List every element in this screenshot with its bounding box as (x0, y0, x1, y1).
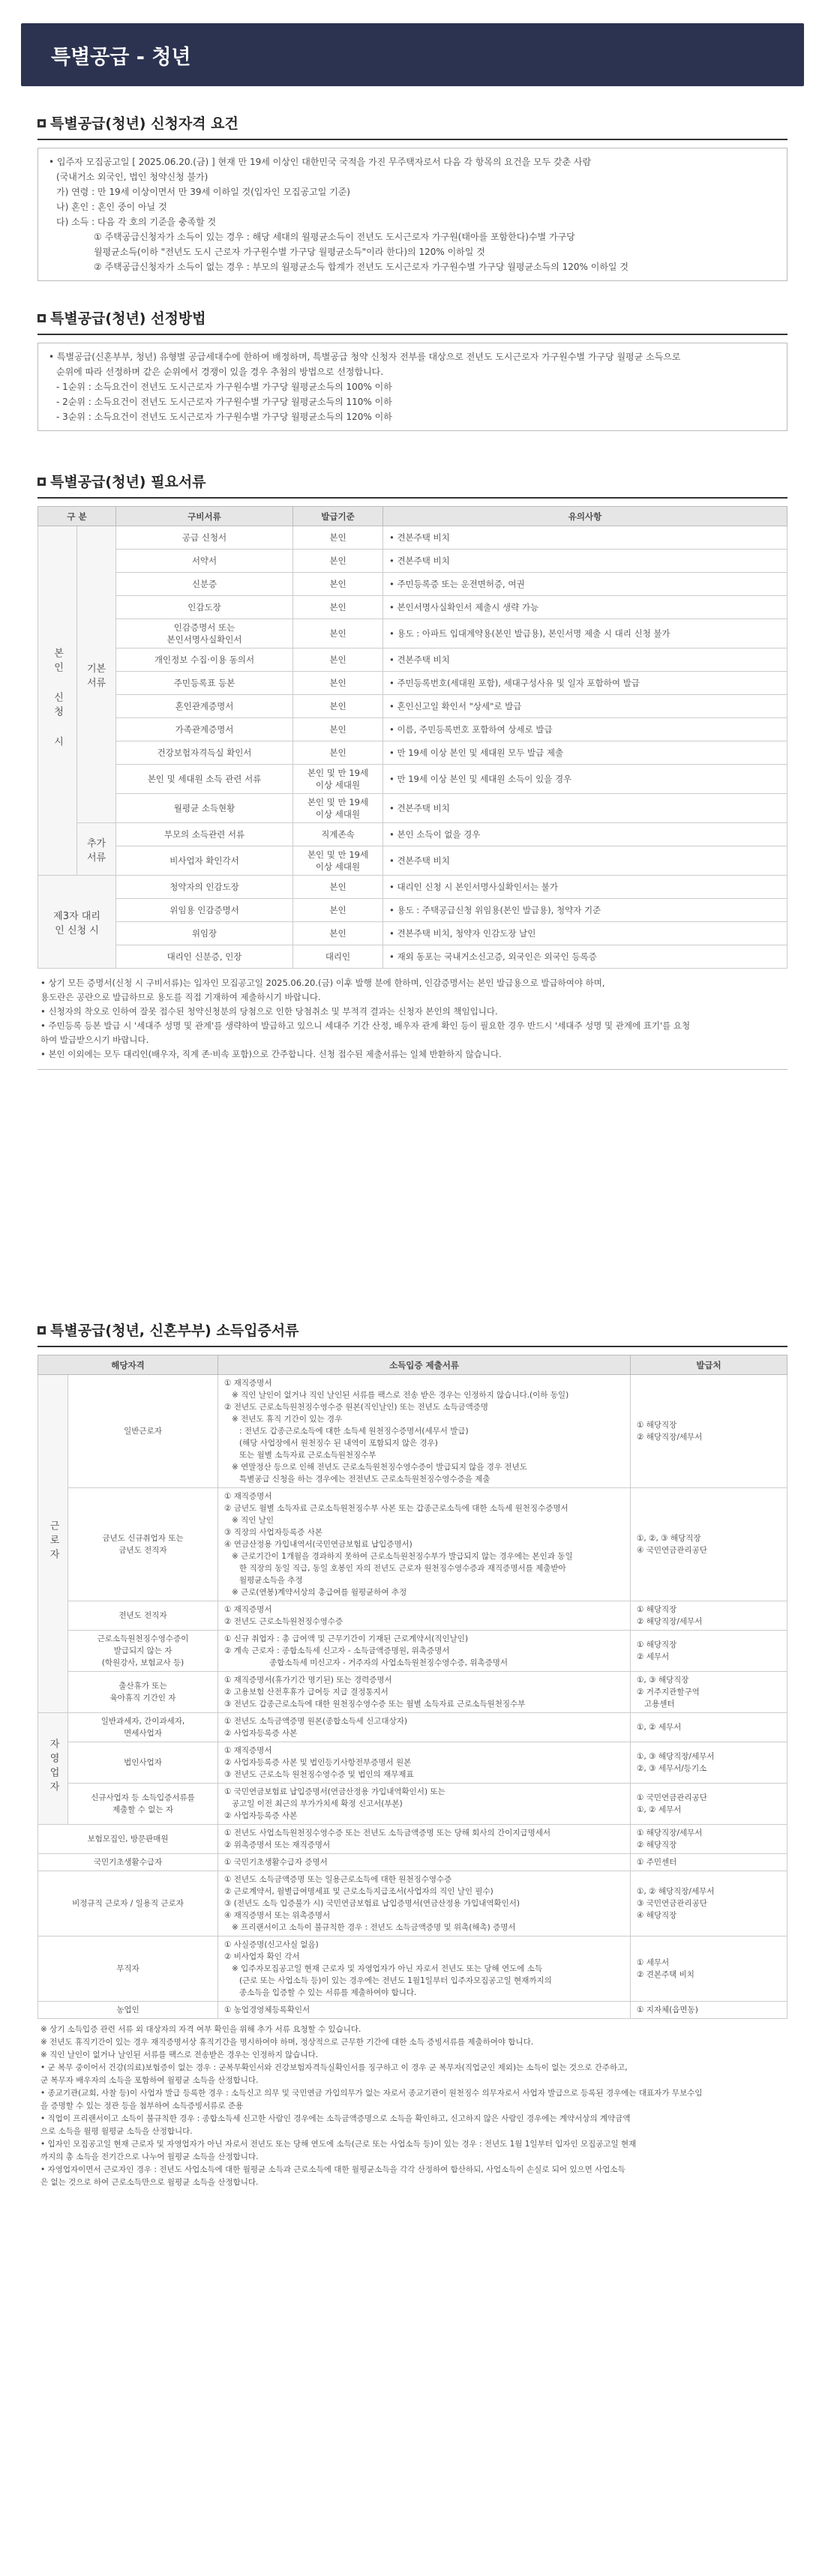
qualification-name: 전년도 전직자 (68, 1601, 218, 1631)
doc-line: ① 전년도 소득금액증명 원본(종합소득세 신고대상자) (224, 1717, 407, 1726)
column-header: 구 분 (38, 507, 116, 526)
issuer-line: ①, ② 세무서 (637, 1723, 682, 1732)
doc-line: ③ 전년도 갑종근로소득에 대한 원천징수영수증 또는 월별 소득자료 근로소득원천징수부 (224, 1700, 526, 1709)
doc-name: 서약서 (116, 550, 293, 573)
doc-note: • 본인서명사실확인서 제출시 생략 가능 (383, 596, 788, 619)
proof-docs (218, 1825, 631, 1854)
doc-name: 가족관계증명서 (116, 718, 293, 741)
text-line: 월평균소득(이하 "전년도 도시 근로자 가구원수별 가구당 월평균소득"이라 한다)의 120% 이하일 것 (94, 247, 485, 257)
note-line: • 입자인 모집공고일 현재 근로자 및 자영업자가 아닌 자로서 전년도 또는 당해 연도에 소득(근로 또는 사업소득 등)이 있는 경우 : 전년도 1월 1일부터 입자인 모집공고일 현재 (40, 2140, 637, 2149)
doc-note: • 주민등록증 또는 운전면허증, 여권 (383, 573, 788, 596)
qualification-name: 일반근로자 (68, 1375, 218, 1488)
issue-basis: 본인 (293, 619, 383, 648)
table-row (38, 1713, 788, 1742)
issuer-line: ① 해당직장/세무서 (637, 1829, 703, 1838)
doc-note: • 재외 동포는 국내거소신고증, 외국인은 외국인 등록증 (383, 945, 788, 969)
doc-line: 또는 월별 소득자료 근로소득원천징수부 (224, 1451, 376, 1460)
doc-name: 위임용 인감증명서 (116, 899, 293, 922)
doc-line: ④ 재직증명서 또는 위촉증명서 (224, 1911, 331, 1920)
group-worker (38, 1375, 68, 1713)
table-row (38, 922, 788, 945)
group-main (38, 526, 77, 876)
table-row (38, 945, 788, 969)
qualification-name: 근로소득원천징수영수증이 발급되지 않는 자 (학원강사, 보험교사 등) (68, 1631, 218, 1672)
text-line: 순위에 따라 선정하며 같은 순위에서 경쟁이 있을 경우 추첨의 방법으로 선정합니다. (56, 367, 384, 377)
issuer (631, 1488, 788, 1601)
issuer-line: ①, ③ 해당직장 (637, 1676, 689, 1685)
doc-line: ※ 직인 날인 (224, 1516, 274, 1525)
issuer-line: 고용센터 (637, 1700, 675, 1709)
issue-basis: 본인 (293, 899, 383, 922)
doc-line: ※ 입주자모집공고일 현재 근로자 및 자영업자가 아닌 자로서 전년도 또는 당해 연도에 소득 (224, 1964, 543, 1973)
column-header: 구비서류 (116, 507, 293, 526)
doc-note: • 대리인 신청 시 본인서명사실확인서는 불가 (383, 876, 788, 899)
proof-docs (218, 1784, 631, 1825)
doc-line: ① 재직증명서 (224, 1492, 272, 1501)
doc-name: 대리인 신분증, 인장 (116, 945, 293, 969)
note-line: • 신청자의 착오로 인하여 잘못 접수된 청약신청분의 당첨으로 인한 당첨취소 및 부적격 결과는 신청자 본인의 책임입니다. (40, 1006, 498, 1017)
text-line: - 1순위 : 소득요건이 전년도 도시근로자 가구원수별 가구당 월평균소득의 100% 이하 (56, 382, 392, 392)
text-line: 나) 혼인 : 혼인 중이 아닐 것 (56, 202, 167, 212)
doc-line: ① 전년도 소득금액증명 또는 일용근로소득에 대한 원천징수영수증 (224, 1875, 452, 1884)
doc-line: ② 계속 근로자 : 종합소득세 신고자 - 소득금액증명원, 위촉증명서 (224, 1646, 450, 1655)
issuer (631, 1854, 788, 1871)
doc-line: ③ 직장의 사업자등록증 사본 (224, 1528, 322, 1537)
doc-note: • 견본주택 비치 (383, 526, 788, 550)
doc-line: : 전년도 갑종근로소득에 대한 소득세 원천징수증명서(세무서 발급) (224, 1427, 469, 1436)
group-main-label: 본인 신청 시 (52, 648, 63, 750)
issue-basis: 본인 (293, 526, 383, 550)
doc-line: ② 전년도 근로소득원천징수영수증 (224, 1617, 344, 1626)
group-extra-label: 추가 서류 (86, 837, 106, 864)
note-line: 은 없는 것으로 하여 근로소득만으로 월평균 소득을 산정합니다. (40, 2178, 259, 2187)
issue-basis: 본인 및 만 19세 이상 세대원 (293, 846, 383, 876)
issuer-line: ① 해당직장 (637, 1640, 677, 1649)
issuer-line: ① 국민연금관리공단 (637, 1793, 707, 1802)
doc-name: 본인 및 세대원 소득 관련 서류 (116, 765, 293, 794)
proof-docs (218, 1631, 631, 1672)
proof-docs (218, 1742, 631, 1784)
qualification-name: 농업인 (38, 2002, 218, 2019)
issue-basis: 본인 (293, 922, 383, 945)
table-row (38, 1375, 788, 1488)
note-line: • 군 복무 중이어서 건강(의료)보험증이 없는 경우 : 군복무확인서와 건강보험자격득실확인서를 징구하고 이 경우 군 복무자(직업군인 제외)는 소득이 없는 것으로 간주하고, (40, 2063, 628, 2072)
square-bullet-icon (38, 314, 46, 322)
note-line: • 주민등록 등본 발급 시 '세대주 성명 및 관계'를 생략하여 발급하고 있으니 세대주 기간 산정, 배우자 관계 확인 등이 필요한 경우 반드시 '세대주 성명 및 관계에 표기'를 요청 (40, 1020, 691, 1031)
doc-name: 혼인관계증명서 (116, 695, 293, 718)
column-header: 발급처 (631, 1355, 788, 1375)
note-line: 하여 발급받으시기 바랍니다. (40, 1035, 149, 1045)
issuer-line: ① 세무서 (637, 1958, 670, 1967)
doc-name: 개인정보 수집·이용 동의서 (116, 648, 293, 672)
issuer-line: ② 해당직장 (637, 1841, 677, 1850)
income-proof-table (38, 1355, 788, 2019)
doc-name: 주민등록표 등본 (116, 672, 293, 695)
issuer (631, 1742, 788, 1784)
proof-docs (218, 1936, 631, 2002)
note-line: • 자영업자이면서 근로자인 경우 : 전년도 사업소득에 대한 월평균 소득과 근로소득에 대한 월평균소득을 각각 산정하여 합산하되, 사업소득이 손실로 되어 있으면 사업소득 (40, 2165, 626, 2174)
proof-docs (218, 1601, 631, 1631)
doc-line: ② 위촉증명서 또는 재직증명서 (224, 1841, 331, 1850)
table-row (38, 1742, 788, 1784)
issuer-line: ①, ② 세무서 (637, 1805, 682, 1814)
square-bullet-icon (38, 1326, 46, 1334)
doc-line: ② 고용보험 산전후휴가 급여등 지급 결정통지서 (224, 1688, 388, 1697)
selection-box (38, 343, 788, 431)
doc-note: • 용도 : 아파트 입대계약용(본인 발급용), 본인서명 제출 시 대리 신청 불가 (383, 619, 788, 648)
issue-basis: 본인 (293, 876, 383, 899)
doc-line: ① 재직증명서 (224, 1605, 272, 1614)
table-row (38, 765, 788, 794)
table-row (38, 1631, 788, 1672)
proof-docs (218, 1871, 631, 1936)
section-income-proof (38, 1319, 788, 2194)
issuer (631, 1871, 788, 1936)
table-row (38, 1854, 788, 1871)
note-line: 까지의 총 소득을 전기간으로 나누어 월평균 소득을 산정합니다. (40, 2152, 259, 2161)
doc-line: ② 비사업자 확인 각서 (224, 1952, 300, 1961)
doc-name: 비사업자 확인각서 (116, 846, 293, 876)
issuer (631, 1784, 788, 1825)
table-row (38, 1825, 788, 1854)
note-line: 으로 소득을 월평 월평균 소득을 산정합니다. (40, 2127, 193, 2136)
issuer-line: ① 해당직장 (637, 1605, 677, 1614)
proof-docs (218, 1854, 631, 1871)
qualification-name: 출산휴가 또는 육아휴직 기간인 자 (68, 1672, 218, 1713)
doc-note: • 견본주택 비치 (383, 550, 788, 573)
doc-line: ※ 직인 날인이 없거나 직인 날인된 서류를 팩스로 전송 받은 경우는 인정하지 않습니다.(이하 동일) (224, 1391, 569, 1400)
issue-basis: 본인 (293, 695, 383, 718)
note-line: 군 복무자 배우자의 소득을 포함하여 월평균 소득을 산정합니다. (40, 2076, 259, 2085)
doc-name: 인감증명서 또는 본인서명사실확인서 (116, 619, 293, 648)
issuer-line: ① 주민센터 (637, 1858, 677, 1867)
proof-docs (218, 1488, 631, 1601)
doc-line: ① 신규 취업자 : 총 급여액 및 근무기간이 기재된 근로계약서(직인날인) (224, 1634, 469, 1643)
doc-note: • 용도 : 주택공급신청 위임용(본인 발급용), 청약자 기준 (383, 899, 788, 922)
qualification-name: 무직자 (38, 1936, 218, 2002)
table-row (38, 794, 788, 823)
doc-line: ① 재직증명서(휴가기간 명기된) 또는 경력증명서 (224, 1676, 392, 1685)
issuer-line: ① 해당직장 (637, 1421, 677, 1430)
note-line: • 상기 모든 증명서(신청 시 구비서류)는 입자인 모집공고일 2025.06.20.(금) 이후 발행 분에 한하며, 인감증명서는 본인 발급용으로 발급하여야 하며, (40, 978, 605, 988)
group-extra (77, 823, 116, 876)
section-heading: 특별공급(청년) 선정방법 (50, 310, 206, 327)
text-line: (국내거소 외국인, 법인 청약신청 불가) (56, 172, 208, 182)
doc-note: • 이름, 주민등록번호 포함하여 상세로 발급 (383, 718, 788, 741)
table-row (38, 899, 788, 922)
doc-name: 위임장 (116, 922, 293, 945)
doc-line: ※ 근로기간이 1개월을 경과하지 못하여 근로소득원천징수부가 발급되지 않는 경우에는 본인과 동일 (224, 1552, 573, 1561)
documents-notes (38, 969, 788, 1070)
issuer (631, 1672, 788, 1713)
issuer (631, 1375, 788, 1488)
doc-line: ① 국민연금보험료 납입증명서(연금산정용 가입내역확인서) 또는 (224, 1787, 446, 1796)
text-line: • 특별공급(신혼부부, 청년) 유형별 공급세대수에 한하여 배정하며, 특별공급 청약 신청자 전부를 대상으로 전년도 도시근로자 가구원수별 가구당 월평균 소득으로 (49, 352, 681, 362)
issuer-line: ①, ② 해당직장/세무서 (637, 1887, 715, 1896)
issuer-line: ④ 국민연금관리공단 (637, 1546, 707, 1555)
note-line: ※ 전년도 휴직기간이 있는 경우 재직증명서상 휴직기간을 명시하여야 하며, 정상적으로 근무한 기간에 대한 소득 증빙서류를 제출하여야 합니다. (40, 2038, 534, 2047)
doc-line: ① 국민기초생활수급자 증명서 (224, 1858, 328, 1867)
table-row (38, 2002, 788, 2019)
doc-note: • 견본주택 비치, 청약자 인감도장 날인 (383, 922, 788, 945)
issue-basis: 직계존속 (293, 823, 383, 846)
doc-note: • 견본주택 비치 (383, 846, 788, 876)
doc-line: ③ 전년도 근로소득 원천징수영수증 및 법인의 재무제표 (224, 1770, 414, 1779)
issuer-line: ① 지자체(읍면동) (637, 2005, 698, 2014)
column-header: 발급기준 (293, 507, 383, 526)
doc-name: 공급 신청서 (116, 526, 293, 550)
note-line: • 직업이 프리랜서이고 소득이 불규칙한 경우 : 종합소득세 신고한 사람인 경우에는 소득금액증명으로 소득을 확인하고, 신고하지 않은 사람인 경우에는 계약서상의 계약금액 (40, 2114, 631, 2123)
doc-line: ① 재직증명서 (224, 1746, 272, 1755)
issuer-line: ② 견본주택 비치 (637, 1970, 694, 1979)
table-row (38, 596, 788, 619)
column-header: 해당자격 (38, 1355, 218, 1375)
note-line: 을 증명할 수 있는 정관 등을 첨부하여 소득증빙서류로 준용 (40, 2101, 244, 2110)
doc-line: 종소득을 입증할 수 있는 서류를 제출하여야 합니다. (224, 1988, 417, 1997)
table-row (38, 573, 788, 596)
table-row (38, 876, 788, 899)
table-row (38, 846, 788, 876)
table-row (38, 823, 788, 846)
issuer (631, 1631, 788, 1672)
issue-basis: 본인 (293, 573, 383, 596)
note-line: • 본인 이외에는 모두 대리인(배우자, 직계 존·비속 포함)으로 간주합니다. 신청 접수된 제출서류는 일체 반환하지 않습니다. (40, 1049, 502, 1059)
section-eligibility (38, 112, 788, 281)
issuer-line: ② 해당직장/세무서 (637, 1433, 703, 1442)
doc-line: ② 사업자등록증 사본 및 법인등기사항전부증명서 원본 (224, 1758, 412, 1767)
issuer-line: ② 해당직장/세무서 (637, 1617, 703, 1626)
doc-line: ※ 연말정산 등으로 인해 전년도 근로소득원천징수영수증이 발급되지 않을 경우 전년도 (224, 1463, 527, 1472)
page-title: 특별공급 - 청년 (21, 23, 804, 86)
qualification-name: 법인사업자 (68, 1742, 218, 1784)
issue-basis: 본인 (293, 550, 383, 573)
doc-line: 월평균소득을 추정 (224, 1576, 303, 1585)
square-bullet-icon (38, 478, 46, 486)
note-line: 용도란은 공란으로 발급하므로 용도를 직접 기재하여 제출하시기 바랍니다. (40, 992, 321, 1002)
issue-basis: 본인 (293, 672, 383, 695)
text-line: • 입주자 모집공고일 [ 2025.06.20.(금) ] 현재 만 19세 이상인 대한민국 국적을 가진 무주택자로서 다음 각 항목의 요건을 모두 갖춘 사람 (49, 157, 592, 167)
doc-name: 부모의 소득관련 서류 (116, 823, 293, 846)
table-row (38, 648, 788, 672)
doc-line: ② 금년도 월별 소득자료 근로소득원천징수부 사본 또는 갑종근로소득에 대한 소득세 원천징수증명서 (224, 1504, 568, 1513)
issuer-line: ③ 국민연금관리공단 (637, 1899, 707, 1908)
table-row (38, 1784, 788, 1825)
doc-name: 청약자의 인감도장 (116, 876, 293, 899)
issue-basis: 본인 (293, 718, 383, 741)
doc-note: • 만 19세 이상 본인 및 세대원 소득이 있을 경우 (383, 765, 788, 794)
text-line: - 2순위 : 소득요건이 전년도 도시근로자 가구원수별 가구당 월평균소득의 110% 이하 (56, 397, 392, 407)
doc-line: ① 사실증명(신고사실 없음) (224, 1940, 319, 1949)
doc-line: (근로 또는 사업소득 등)이 있는 경우에는 전년도 1월1일부터 입주자모집공고일 현재까지의 (224, 1976, 552, 1985)
issuer (631, 1713, 788, 1742)
proof-docs (218, 1672, 631, 1713)
issue-basis: 본인 및 만 19세 이상 세대원 (293, 765, 383, 794)
doc-line: ※ 근로(연봉)계약서상의 총급여를 월평균하여 추정 (224, 1588, 407, 1597)
doc-line: 특별공급 신청을 하는 경우에는 전전년도 근로소득원천징수영수증을 제출 (224, 1475, 490, 1484)
qualification-name: 금년도 신규취업자 또는 금년도 전직자 (68, 1488, 218, 1601)
doc-line: ② 사업자등록증 사본 (224, 1729, 298, 1738)
doc-line: 공고일 이전 최근의 부가가치세 확정 신고서(부본) (224, 1799, 403, 1808)
doc-line: ② 근로계약서, 월별급여명세표 및 근로소득지급조서(사업자의 직인 날인 필수) (224, 1887, 494, 1896)
group-proxy-label: 제3자 대리인 신청 시 (53, 910, 100, 936)
issuer (631, 1936, 788, 2002)
qualification-name: 비정규직 근로자 / 일용직 근로자 (38, 1871, 218, 1936)
section-heading: 특별공급(청년, 신혼부부) 소득입증서류 (50, 1322, 299, 1339)
eligibility-box (38, 148, 788, 281)
doc-note: • 본인 소득이 없을 경우 (383, 823, 788, 846)
table-row (38, 1672, 788, 1713)
documents-table-body (38, 526, 788, 969)
qualification-name: 일반과세자, 간이과세자, 면세사업자 (68, 1713, 218, 1742)
table-row (38, 1871, 788, 1936)
group-proxy (38, 876, 116, 969)
doc-line: ※ 전년도 휴직 기간이 있는 경우 (224, 1415, 343, 1424)
income-notes (38, 2019, 788, 2194)
doc-line: ※ 프리랜서이고 소득이 불규칙한 경우 : 전년도 소득금액증명 및 위촉(해촉) 증명서 (224, 1923, 516, 1932)
proof-docs (218, 1375, 631, 1488)
issue-basis: 대리인 (293, 945, 383, 969)
issuer-line: ②, ③ 세무서/등기소 (637, 1764, 707, 1773)
doc-line: ① 농업경영체등록확인서 (224, 2005, 310, 2014)
note-line: ※ 직인 날인이 없거나 날인된 서류를 팩스로 전송받은 경우는 인정하지 않습니다. (40, 2050, 319, 2059)
text-line: 가) 연령 : 만 19세 이상이면서 만 39세 이하일 것(입자인 모집공고일 기준) (56, 187, 350, 197)
issuer (631, 1825, 788, 1854)
group-self-label: 자영업자 (47, 1738, 59, 1796)
income-table-body (38, 1375, 788, 2019)
table-row (38, 1601, 788, 1631)
doc-note: • 견본주택 비치 (383, 648, 788, 672)
table-row (38, 1488, 788, 1601)
issuer (631, 1601, 788, 1631)
qualification-name: 국민기초생활수급자 (38, 1854, 218, 1871)
proof-docs (218, 1713, 631, 1742)
doc-name: 신분증 (116, 573, 293, 596)
issue-basis: 본인 (293, 596, 383, 619)
issue-basis: 본인 (293, 741, 383, 765)
table-row (38, 619, 788, 648)
issuer-line: ④ 해당직장 (637, 1911, 677, 1920)
note-line: • 종교기관(교회, 사찰 등)이 사업자 발급 등록한 경우 : 소득신고 의무 및 국민연금 가입의무가 없는 자로서 종교기관이 원천징수 의무자로서 사업자 발급으로 등록된 경우에는 대표자가 무보수임 (40, 2089, 703, 2098)
table-header-row (38, 1355, 788, 1375)
issue-basis: 본인 (293, 648, 383, 672)
doc-name: 건강보험자격득실 확인서 (116, 741, 293, 765)
text-line: 다) 소득 : 다음 각 호의 기준을 충족할 것 (56, 217, 217, 227)
section-heading: 특별공급(청년) 신청자격 요건 (50, 115, 238, 132)
issuer-line: ①, ②, ③ 해당직장 (637, 1534, 701, 1543)
group-basic-label: 기본 서류 (86, 663, 106, 689)
proof-docs (218, 2002, 631, 2019)
table-header-row (38, 507, 788, 526)
text-line: ① 주택공급신청자가 소득이 있는 경우 : 해당 세대의 월평균소득이 전년도 도시근로자 가구원(태아를 포함한다)수별 가구당 (94, 232, 575, 242)
doc-note: • 견본주택 비치 (383, 794, 788, 823)
issuer-line: ② 거주지관할구역 (637, 1688, 700, 1697)
doc-line: ② 전년도 근로소득원천징수영수증 원본(직인날인) 또는 전년도 소득금액증명 (224, 1403, 489, 1412)
doc-note: • 만 19세 이상 본인 및 세대원 모두 발급 제출 (383, 741, 788, 765)
note-line: ※ 상기 소득입증 관련 서류 외 대상자의 자격 여부 확인을 위해 추가 서류 요청할 수 있습니다. (40, 2025, 362, 2034)
doc-name: 월평균 소득현황 (116, 794, 293, 823)
doc-line: ④ 연금산정용 가입내역서(국민연금보험료 납입증명서) (224, 1540, 412, 1549)
text-line: ② 주택공급신청자가 소득이 없는 경우 : 부모의 월평균소득 합계가 전년도 도시근로자 가구원수별 가구당 월평균소득의 120% 이하일 것 (94, 262, 628, 272)
issue-basis: 본인 및 만 19세 이상 세대원 (293, 794, 383, 823)
section-documents (38, 471, 788, 1070)
table-row (38, 526, 788, 550)
doc-line: ① 재직증명서 (224, 1379, 272, 1388)
column-header: 소득입증 제출서류 (218, 1355, 631, 1375)
table-row (38, 672, 788, 695)
documents-table (38, 506, 788, 969)
doc-name: 인감도장 (116, 596, 293, 619)
doc-note: • 주민등록번호(세대원 포함), 세대구성사유 및 일자 포함하여 발급 (383, 672, 788, 695)
issuer-line: ①, ③ 해당직장/세무서 (637, 1752, 715, 1761)
group-worker-label: 근로자 (47, 1520, 59, 1563)
doc-line: 한 직장의 동일 직급, 동일 호봉인 자의 전년도 근로자 원천징수영수증과 재직증명서를 제출받아 (224, 1564, 566, 1573)
doc-line: ① 전년도 사업소득원천징수영수증 또는 전년도 소득금액증명 또는 당해 회사의 간이지급명세서 (224, 1829, 551, 1838)
issuer-line: ② 세무서 (637, 1652, 670, 1661)
table-row (38, 1936, 788, 2002)
section-selection (38, 307, 788, 431)
text-line: - 3순위 : 소득요건이 전년도 도시근로자 가구원수별 가구당 월평균소득의 120% 이하 (56, 412, 392, 422)
group-basic (77, 526, 116, 823)
qualification-name: 보험모집인, 방문판매원 (38, 1825, 218, 1854)
section-heading: 특별공급(청년) 필요서류 (50, 474, 206, 490)
table-row (38, 695, 788, 718)
column-header: 유의사항 (383, 507, 788, 526)
qualification-name: 신규사업자 등 소득입증서류를 제출할 수 없는 자 (68, 1784, 218, 1825)
group-self (38, 1713, 68, 1825)
doc-line: ② 사업자등록증 사본 (224, 1811, 298, 1820)
table-row (38, 741, 788, 765)
table-row (38, 550, 788, 573)
doc-line: (해당 사업장에서 원천징수 된 내역이 포함되지 않은 경우) (224, 1439, 438, 1448)
square-bullet-icon (38, 119, 46, 127)
issuer (631, 2002, 788, 2019)
doc-line: 종합소득세 미신고자 - 거주자의 사업소득원천징수영수증, 위촉증명서 (224, 1658, 508, 1667)
doc-note: • 혼인신고일 확인서 "상세"로 발급 (383, 695, 788, 718)
doc-line: ③ (전년도 소득 입증불가 시) 국민연금보험료 납입증명서(연금산정용 가입내역확인서) (224, 1899, 520, 1908)
table-row (38, 718, 788, 741)
